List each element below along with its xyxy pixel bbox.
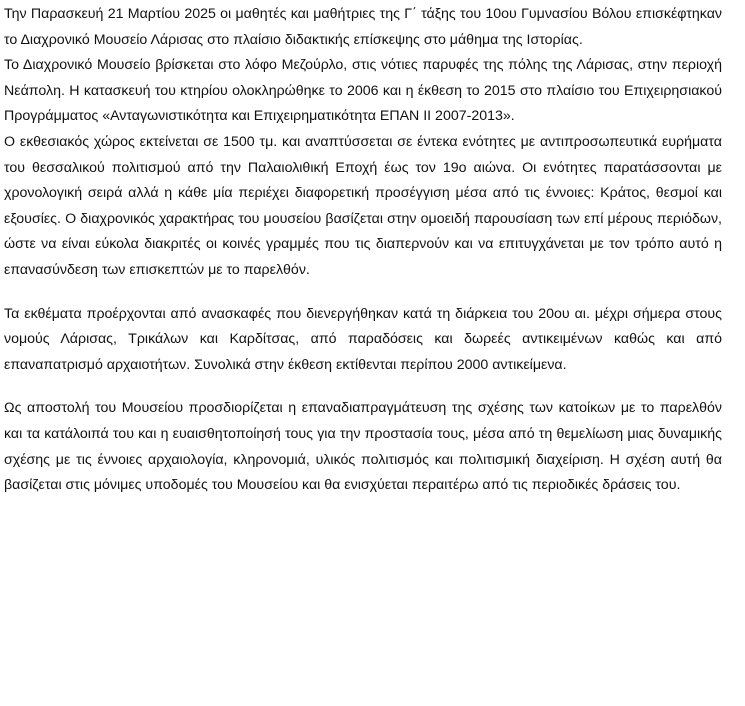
paragraph-spacer — [4, 378, 722, 396]
paragraph-mission: Ως αποστολή του Μουσείου προσδιορίζεται η επαναδιαπραγμάτευση της σχέσης των κατοίκων με το παρελθόν και τα κατάλοιπά του και η ευαισθητοποίησή τους για την προστασία τους, μέσα από τη θεμελίωση μιας δυναμικής σχέσης με τις έννοιες αρχαιολογία, κληρονομιά, υλικός πολιτισμός και πολιτισμική διαχείριση. Η σχέση αυτή θα βασίζεται στις μόνιμες υποδομές του Μουσείου και θα ενισχύεται περαιτέρω από τις περιοδικές δράσεις του. — [4, 400, 722, 494]
paragraph-exhibition-space: Ο εκθεσιακός χώρος εκτείνεται σε 1500 τμ. και αναπτύσσεται σε έντεκα ενότητες με αντιπροσωπευτικά ευρήματα του θεσσαλικού πολιτισμού από την Παλαιολιθική Εποχή έως τον 19ο αιώνα. Οι ενότητες παρατάσσονται με χρονολογική σειρά αλλά η κάθε μία περιέχει διαφορετική προσέγγιση μέσα από τις έννοιες: Κράτος, θεσμοί και εξουσίες. Ο διαχρονικός χαρακτήρας του μουσείου βασίζεται στην ομοειδή παρουσίαση των επί μέρους περιόδων, ώστε να είναι εύκολα διακριτές οι κοινές γραμμές που τις διαπερνούν και να επιτυγχάνεται με τον τρόπο αυτό η επανασύνδεση των επισκεπτών με το παρελθόν. — [4, 133, 722, 278]
paragraph-spacer — [4, 284, 722, 302]
document-body — [4, 2, 722, 499]
paragraph-exhibits: Τα εκθέματα προέρχονται από ανασκαφές που διενεργήθηκαν κατά τη διάρκεια του 20ου αι. μέχρι σήμερα στους νομούς Λάρισας, Τρικάλων και Καρδίτσας, από παραδόσεις και δωρεές αντικειμένων καθώς και από επαναπατρισμό αρχαιοτήτων. Συνολικά στην έκθεση εκτίθενται περίπου 2000 αντικείμενα. — [4, 305, 722, 373]
paragraph-visit: Την Παρασκευή 21 Μαρτίου 2025 οι μαθητές και μαθήτριες της Γ΄ τάξης του 10ου Γυμνασίου Βόλου επισκέφτηκαν το Διαχρονικό Μουσείο Λάρισας στο πλαίσιο διδακτικής επίσκεψης στο μάθημα της Ιστορίας. — [4, 6, 722, 48]
paragraph-location: Το Διαχρονικό Μουσείο βρίσκεται στο λόφο Μεζούρλο, στις νότιες παρυφές της πόλης της Λάρισας, στην περιοχή Νεάπολη. Η κατασκευή του κτηρίου ολοκληρώθηκε το 2006 και η έκθεση το 2015 στο πλαίσιο του Επιχειρησιακού Προγράμματος «Ανταγωνιστικότητα και Επιχειρηματικότητα ΕΠΑΝ ΙΙ 2007-2013». — [4, 57, 722, 125]
